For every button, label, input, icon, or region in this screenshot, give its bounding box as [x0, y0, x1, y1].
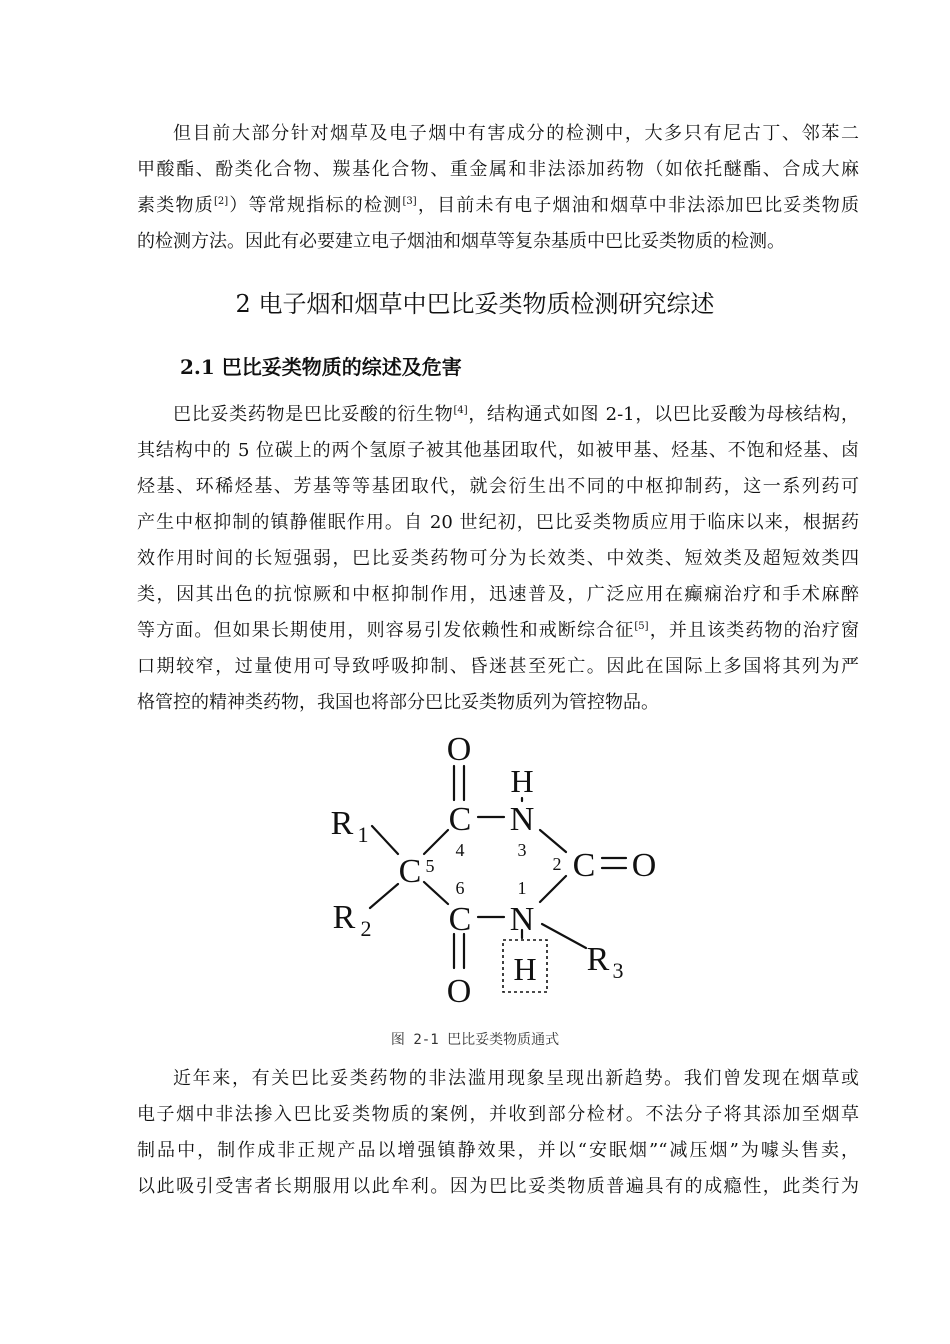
position-6: 6: [455, 878, 465, 898]
atom-h-top: H: [510, 763, 534, 799]
text-line: 格管控的精神类药物，我国也将部分巴比妥类物质列为管控物品。: [137, 692, 659, 713]
atom-c2: C: [572, 847, 596, 884]
text-line: 近年来，有关巴比妥类药物的非法滥用现象呈现出新趋势。我们曾发现在烟草或: [173, 1068, 859, 1089]
text-line: 制品中，制作成非正规产品以增强镇静效果，并以“安眠烟”“减压烟”为噱头售卖，: [137, 1140, 859, 1161]
atom-o-top: O: [446, 731, 472, 768]
atom-r1-sub: 1: [357, 822, 369, 847]
atom-c4: C: [448, 801, 472, 838]
atom-c6: C: [448, 901, 472, 938]
position-1: 1: [517, 878, 527, 898]
atom-n1: N: [509, 901, 535, 938]
position-4: 4: [455, 840, 465, 860]
citation-3: [3]: [402, 196, 417, 207]
text-line: 效作用时间的长短强弱，巴比妥类药物可分为长效类、中效类、短效类及超短效类四: [137, 548, 859, 569]
position-3: 3: [517, 840, 527, 860]
subsection-heading: 2.1 巴比妥类物质的综述及危害: [180, 355, 462, 379]
atom-r3-sub: 3: [612, 958, 624, 983]
barbiturate-structure-diagram: [320, 730, 670, 1015]
text-line: 口期较窄，过量使用可导致呼吸抑制、昏迷甚至死亡。因此在国际上多国将其列为严: [137, 656, 859, 677]
citation-4: [4]: [453, 405, 468, 416]
text-line: 产生中枢抑制的镇静催眠作用。自 20 世纪初，巴比妥类物质应用于临床以来，根据药: [137, 512, 859, 533]
citation-2: [2]: [213, 196, 229, 207]
text-line: 的检测方法。因此有必要建立电子烟油和烟草等复杂基质中巴比妥类物质的检测。: [137, 231, 785, 252]
text-line: 甲酸酯、酚类化合物、羰基化合物、重金属和非法添加药物（如依托醚酯、合成大麻: [137, 159, 859, 180]
atom-h-boxed: H: [513, 951, 537, 987]
text-line: 以此吸引受害者长期服用以此牟利。因为巴比妥类物质普遍具有的成瘾性，此类行为: [137, 1176, 859, 1197]
paragraph-illegal-use: [137, 1061, 859, 1205]
section-heading: 2 电子烟和烟草中巴比妥类物质检测研究综述: [235, 290, 715, 318]
text-line: 巴比妥类药物是巴比妥酸的衍生物[4]，结构通式如图 2-1，以巴比妥酸为母核结构，: [173, 404, 859, 425]
position-2: 2: [552, 854, 562, 874]
atom-c5: C: [398, 853, 422, 890]
atom-r2: R: [332, 899, 356, 936]
atom-n3: N: [509, 801, 535, 838]
atom-r3: R: [586, 941, 610, 978]
atom-o-bottom: O: [446, 973, 472, 1010]
paragraph-intro: [137, 116, 859, 260]
position-5: 5: [425, 856, 435, 876]
paragraph-barbiturate-overview: [137, 397, 859, 721]
atom-r2-sub: 2: [360, 916, 372, 941]
citation-5: [5]: [634, 621, 649, 632]
text-line: 电子烟中非法掺入巴比妥类物质的案例，并收到部分检材。不法分子将其添加至烟草: [137, 1104, 859, 1125]
text-line: 但目前大部分针对烟草及电子烟中有害成分的检测中，大多只有尼古丁、邻苯二: [173, 123, 859, 144]
text-line: 素类物质[2]）等常规指标的检测[3]，目前未有电子烟油和烟草中非法添加巴比妥类物质: [137, 195, 860, 216]
atom-o-right: O: [631, 847, 657, 884]
atom-r1: R: [330, 805, 354, 842]
text-line: 等方面。但如果长期使用，则容易引发依赖性和戒断综合征[5]，并且该类药物的治疗窗: [137, 620, 859, 641]
text-line: 类，因其出色的抗惊厥和中枢抑制作用，迅速普及，广泛应用在癫痫治疗和手术麻醉: [137, 584, 859, 605]
text-line: 烃基、环稀烃基、芳基等等基团取代，就会衍生出不同的中枢抑制药，这一系列药可: [137, 476, 859, 497]
figure-caption: 图 2-1 巴比妥类物质通式: [390, 1032, 560, 1048]
text-line: 其结构中的 5 位碳上的两个氢原子被其他基团取代，如被甲基、烃基、不饱和烃基、卤: [137, 440, 859, 461]
